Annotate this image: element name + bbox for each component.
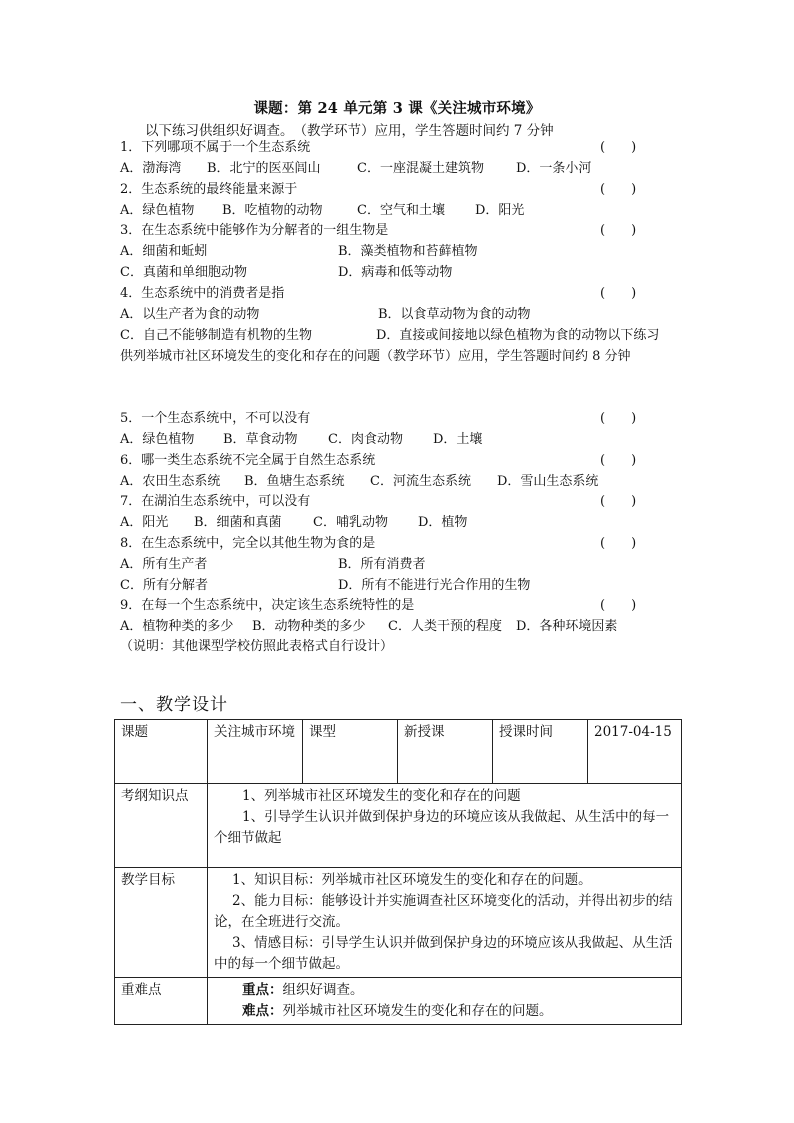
teaching-design-table (114, 719, 682, 1025)
question-text: 3．在生态系统中能够作为分解者的一组生物是 (120, 223, 389, 238)
question-text: 2．生态系统的最终能量来源于 (120, 182, 298, 197)
section-heading: 一、教学设计 (120, 695, 228, 715)
question-8 (120, 534, 637, 554)
option: D．所有不能进行光合作用的生物 (338, 578, 531, 593)
cell-type: 新授课 (398, 720, 493, 784)
option: B．北宁的医巫闾山 (207, 161, 321, 176)
question-1 (120, 138, 637, 158)
question-text: 5．一个生态系统中，不可以没有 (120, 411, 311, 426)
question-text: 8．在生态系统中，完全以其他生物为食的是 (120, 536, 376, 551)
cell-goals (208, 868, 682, 978)
option: A．绿色植物 (120, 203, 195, 218)
lesson-title: 课题：第 24 单元第 3 课《关注城市环境》 (253, 100, 541, 117)
option: D．植物 (418, 515, 468, 530)
answer-blank: ( ) (600, 494, 637, 509)
cell-label-goals: 教学目标 (115, 868, 208, 978)
table-row (115, 978, 682, 1025)
option: C．肉食动物 (328, 432, 403, 447)
question-5 (120, 409, 637, 429)
key-text: 组织好调查。 (282, 982, 364, 998)
question-text: 7．在湖泊生态系统中，可以没有 (120, 494, 311, 509)
option: C．自己不能够制造有机物的生物 (120, 328, 312, 343)
cell-time: 2017-04-15 (588, 720, 682, 784)
syllabus-line: 1、引导学生认识并做到保护身边的环境应该从我做起、从生活中的每一个细节做起 (214, 809, 670, 846)
goal-line: 1、知识目标：列举城市社区环境发生的变化和存在的问题。 (232, 872, 592, 888)
option: A．渤海湾 (120, 161, 182, 176)
option: C．一座混凝土建筑物 (357, 161, 484, 176)
option: D．病毒和低等动物 (338, 265, 453, 280)
option: B．吃植物的动物 (222, 203, 323, 218)
question-text: 1．下列哪项不属于一个生态系统 (120, 140, 311, 155)
continuation-text: 供列举城市社区环境发生的变化和存在的问题（教学环节）应用，学生答题时间约 8 分钟 (120, 349, 631, 364)
question-9 (120, 596, 637, 616)
option: B．动物种类的多少 (252, 619, 366, 634)
answer-blank: ( ) (600, 140, 637, 155)
answer-blank: ( ) (600, 453, 637, 468)
question-3 (120, 221, 637, 241)
option: A．以生产者为食的动物 (120, 307, 260, 322)
cell-label-type: 课型 (303, 720, 398, 784)
option: A．细菌和蚯蚓 (120, 244, 208, 259)
difficulty-text: 列举城市社区环境发生的变化和存在的问题。 (282, 1003, 553, 1019)
option: B．所有消费者 (338, 557, 426, 572)
cell-label-time: 授课时间 (493, 720, 588, 784)
option: B．细菌和真菌 (194, 515, 282, 530)
option: B．藻类植物和苔藓植物 (338, 244, 478, 259)
answer-blank: ( ) (600, 182, 637, 197)
goal-line: 2、能力目标：能够设计并实施调查社区环境变化的活动，并得出初步的结论，在全班进行交流。 (214, 893, 673, 930)
answer-blank: ( ) (600, 223, 637, 238)
option: C．空气和土壤 (357, 203, 445, 218)
option: C．河流生态系统 (370, 474, 471, 489)
goal-line: 3、情感目标：引导学生认识并做到保护身边的环境应该从我做起、从生活中的每一个细节做起。 (214, 935, 673, 972)
key-point-line (214, 980, 675, 1001)
question-text: 4．生态系统中的消费者是指 (120, 286, 285, 301)
answer-blank: ( ) (600, 536, 637, 551)
question-7 (120, 492, 637, 512)
difficulty-line (214, 1001, 675, 1022)
option: A．植物种类的多少 (120, 619, 234, 634)
cell-syllabus (208, 784, 682, 868)
answer-blank: ( ) (600, 411, 637, 426)
question-2 (120, 180, 637, 200)
option: C．真菌和单细胞动物 (120, 265, 247, 280)
option: D．一条小河 (516, 161, 592, 176)
option: C．人类干预的程度 (388, 619, 502, 634)
table-row (115, 720, 682, 784)
note-text: （说明：其他课型学校仿照此表格式自行设计） (120, 639, 394, 654)
option: A．绿色植物 (120, 432, 195, 447)
option: B．鱼塘生态系统 (244, 474, 345, 489)
option: A．阳光 (120, 515, 169, 530)
question-6 (120, 451, 637, 471)
cell-label-keypoints: 重难点 (115, 978, 208, 1025)
option: D．直接或间接地以绿色植物为食的动物以下练习 (376, 328, 660, 343)
difficulty-label: 难点： (242, 1003, 283, 1019)
key-label: 重点： (242, 982, 283, 998)
cell-label-topic: 课题 (115, 720, 208, 784)
option: A．所有生产者 (120, 557, 208, 572)
intro-text: 以下练习供组织好调查。 （教学环节）应用，学生答题时间约 7 分钟 (145, 123, 554, 139)
answer-blank: ( ) (600, 598, 637, 613)
option: D．各种环境因素 (516, 619, 618, 634)
option: D．阳光 (475, 203, 525, 218)
question-4 (120, 284, 637, 304)
option: B．以食草动物为食的动物 (378, 307, 531, 322)
option: D．雪山生态系统 (497, 474, 599, 489)
question-text: 6．哪一类生态系统不完全属于自然生态系统 (120, 453, 376, 468)
cell-topic: 关注城市环境 (208, 720, 303, 784)
option: C．所有分解者 (120, 578, 208, 593)
option: B．草食动物 (223, 432, 298, 447)
syllabus-line: 1、列举城市社区环境发生的变化和存在的问题 (242, 788, 521, 804)
option: C．哺乳动物 (313, 515, 388, 530)
option: A．农田生态系统 (120, 474, 221, 489)
cell-label-syllabus: 考纲知识点 (115, 784, 208, 868)
answer-blank: ( ) (600, 286, 637, 301)
table-row (115, 868, 682, 978)
cell-keypoints (208, 978, 682, 1025)
table-row (115, 784, 682, 868)
option: D．土壤 (433, 432, 483, 447)
question-text: 9．在每一个生态系统中，决定该生态系统特性的是 (120, 598, 415, 613)
